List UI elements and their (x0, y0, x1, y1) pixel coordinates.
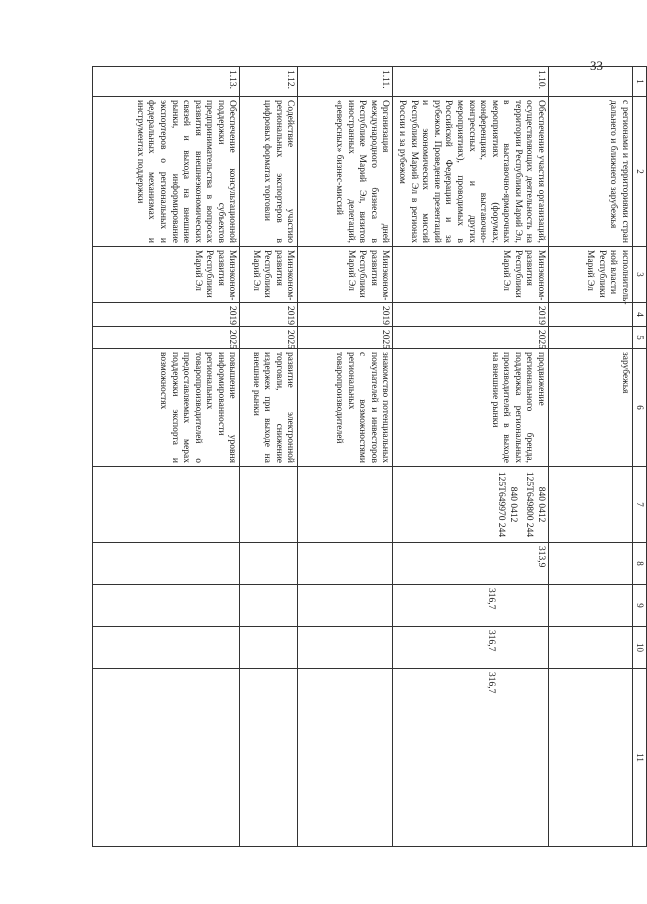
header-row (633, 67, 647, 847)
end-year: 2025 (93, 327, 240, 349)
page-number: 33 (590, 58, 603, 73)
cell-start (549, 303, 633, 327)
end-year: 2025 (240, 327, 298, 349)
value-col-9 (393, 585, 549, 627)
col-header-7: 7 (633, 467, 647, 543)
row-number: 1.10. (393, 67, 549, 97)
col-header-8: 8 (633, 543, 647, 585)
cell-v10 (549, 627, 633, 669)
cell-v8 (549, 543, 633, 585)
row-number: 1.11. (298, 67, 393, 97)
value-col-10-text: 316,7 (486, 630, 496, 652)
result-text: развитие электронной торговли, снижение издержек при выходе на внешние рынки (240, 349, 298, 467)
col-header-5: 5 (633, 327, 647, 349)
cell-end (549, 327, 633, 349)
activity-text: Обеспечение консультационной поддержки субъектов предпринимательства в вопросах развития внешнеэкономических связей и выхода на внешние рынки, информирование экспортеров о региональных и федеральных механизмах и инструментах поддержки (93, 97, 240, 247)
executor-text: Минэконом-развития Республики Марий Эл (298, 247, 393, 303)
executor-text: Минэконом-развития Республики Марий Эл (240, 247, 298, 303)
executor-text: Минэконом-развития Республики Марий Эл (393, 247, 549, 303)
result-text: продвижение регионального бренда, поддержка региональных производителей в выходе на внешние рынки (393, 349, 549, 467)
cell-executor: исполнитель-ной власти Республики Марий Эл (549, 247, 633, 303)
activity-text: Организация дней международного бизнеса в Республике Марий Эл, визитов иностранных делегаций, «реверсных» бизнес-миссий (298, 97, 393, 247)
cell-code (549, 467, 633, 543)
table-row-continuation (549, 67, 633, 847)
col-header-4: 4 (633, 303, 647, 327)
col-header-1: 1 (633, 67, 647, 97)
table-row (240, 67, 298, 847)
col-header-3: 3 (633, 247, 647, 303)
end-year: 2025 (298, 327, 393, 349)
row-number: 1.12. (240, 67, 298, 97)
cell-v11 (549, 669, 633, 847)
col-header-2: 2 (633, 97, 647, 247)
cell-v9 (549, 585, 633, 627)
value-col-8: 313,9 (393, 543, 549, 585)
result-text: знакомство потенциальных покупателей и инвесторов с возможностями региональных товаропроизводителей (298, 349, 393, 467)
cell-activity: с регионами и территориями стран дальнего и ближнего зарубежья (549, 97, 633, 247)
executor-text: Минэконом-развития Республики Марий Эл (93, 247, 240, 303)
activity-text: Содействие участию региональных экспортеров в цифровых форматах торговли (240, 97, 298, 247)
start-year: 2019 (393, 303, 549, 327)
start-year: 2019 (298, 303, 393, 327)
cell-num (549, 67, 633, 97)
table-row (393, 67, 549, 847)
table-row (93, 67, 240, 847)
result-text: повышение уровня информированности региональных товаропроизводителей о предоставляемых мерах поддержки экспорта и возможностях (93, 349, 240, 467)
row-number: 1.13. (93, 67, 240, 97)
col-header-9: 9 (633, 585, 647, 627)
start-year: 2019 (240, 303, 298, 327)
budget-code-1: 840 0412 125T649800 244 (524, 471, 546, 538)
value-col-11 (393, 669, 549, 847)
budget-codes (393, 467, 549, 543)
cell-result: зарубежья (549, 349, 633, 467)
rotated-table-container (92, 66, 647, 846)
col-header-10: 10 (633, 627, 647, 669)
budget-code-2: 840 0412 125T649970 244 (496, 471, 518, 538)
col-header-6: 6 (633, 349, 647, 467)
program-table (92, 66, 647, 847)
activity-text: Обеспечение участия организаций, осуществляющих деятельность на территории Республики Марий Эл, в выставочно-ярмарочных мероприятиях (форумах, конференциях, выставочно-конгрессных и других мероприятиях), проводимых в Российской Федерации и за рубежом. Проведение презентаций и экономических миссий Республики Марий Эл в регионах России и за рубежом (393, 97, 549, 247)
end-year: 2025 (393, 327, 549, 349)
table-row (298, 67, 393, 847)
start-year: 2019 (93, 303, 240, 327)
value-col-9-text: 316,7 (486, 588, 496, 610)
value-col-11-text: 316,7 (486, 672, 496, 694)
col-header-11: 11 (633, 669, 647, 847)
value-col-10 (393, 627, 549, 669)
